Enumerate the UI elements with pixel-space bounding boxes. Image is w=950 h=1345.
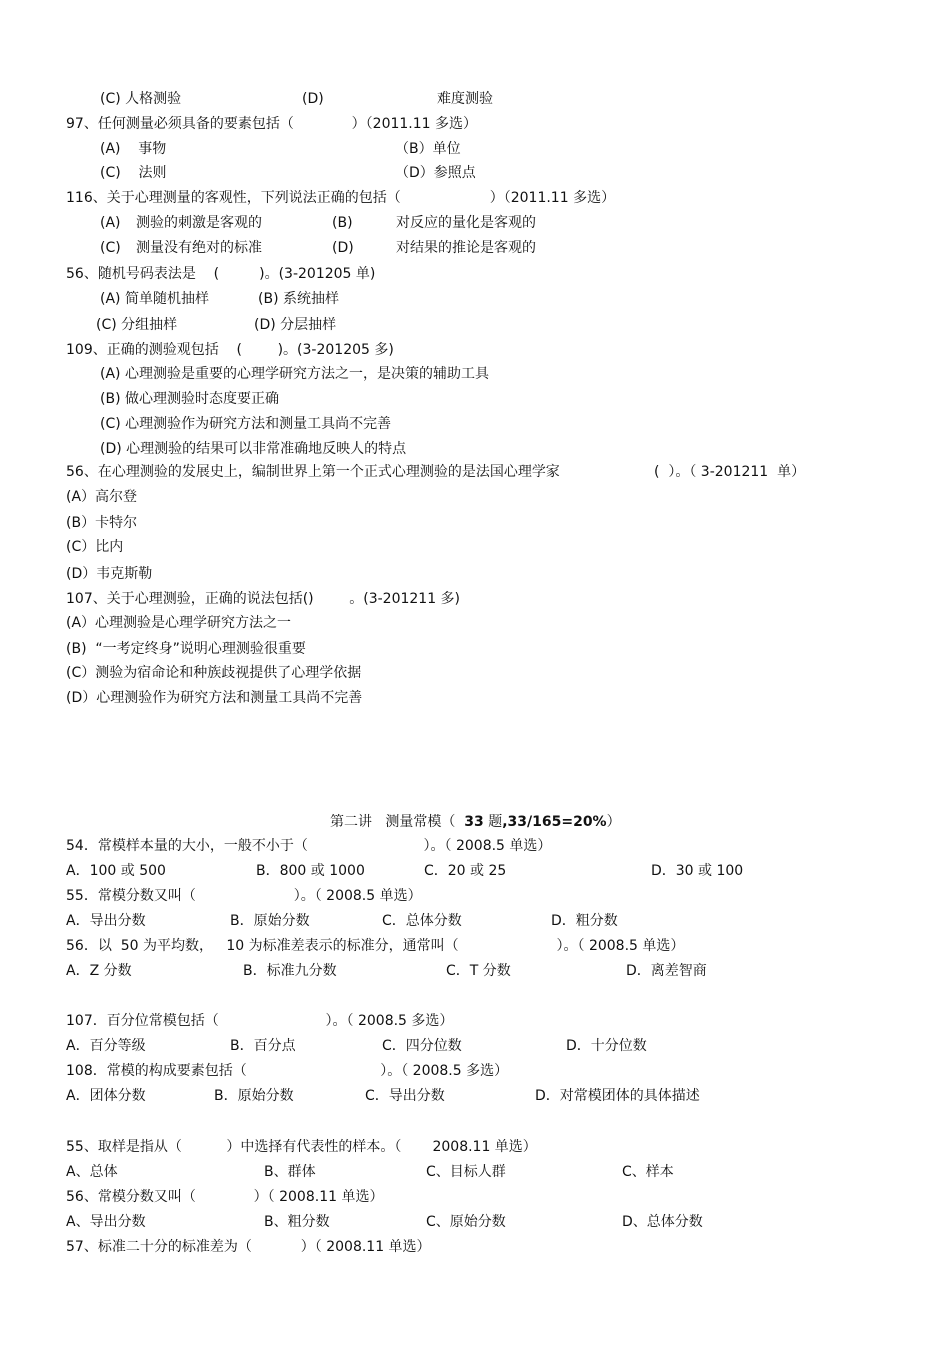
question-108-option-d: D．对常模团体的具体描述 bbox=[535, 1088, 700, 1104]
question-56a-option-a: (A) 简单随机抽样 bbox=[100, 291, 209, 307]
question-97-option-a: (A) 事物 bbox=[100, 141, 167, 157]
question-107a-stem: 107、关于心理测验，正确的说法包括() 。(3-201211 多) bbox=[66, 591, 461, 607]
question-97-option-c: (C) 法则 bbox=[100, 165, 167, 181]
question-54-option-c: C．20 或 25 bbox=[424, 863, 507, 879]
question-56b-option-a: (A）高尔登 bbox=[66, 489, 138, 505]
question-54-stem: 54．常模样本量的大小，一般不小于（ ）。（ 2008.5 单选） bbox=[66, 838, 552, 854]
section-heading-count: 33 bbox=[464, 814, 484, 830]
question-108-option-a: A．团体分数 bbox=[66, 1088, 146, 1104]
question-55b-stem: 55、取样是指从（ ）中选择有代表性的样本。（ 2008.11 单选） bbox=[66, 1139, 537, 1155]
question-56b-option-d: (D）韦克斯勒 bbox=[66, 566, 153, 582]
question-97-stem: 97、任何测量必须具备的要素包括（ ）（2011.11 多选） bbox=[66, 116, 478, 132]
question-116-stem: 116、关于心理测量的客观性，下列说法正确的包括（ ）（2011.11 多选） bbox=[66, 190, 616, 206]
question-107b-option-a: A．百分等级 bbox=[66, 1038, 146, 1054]
question-57-stem: 57、标准二十分的标准差为（ ）（ 2008.11 单选） bbox=[66, 1239, 431, 1255]
question-56c-option-c: C．T 分数 bbox=[446, 963, 511, 979]
question-109-option-a: (A) 心理测验是重要的心理学研究方法之一，是决策的辅助工具 bbox=[100, 366, 489, 382]
question-109-option-b: (B) 做心理测验时态度要正确 bbox=[100, 391, 279, 407]
question-107b-stem: 107．百分位常模包括（ ）。（ 2008.5 多选） bbox=[66, 1013, 454, 1029]
question-109-stem: 109、正确的测验观包括 ( )。(3-201205 多) bbox=[66, 342, 394, 358]
question-56c-option-d: D．离差智商 bbox=[626, 963, 707, 979]
question-56c-stem: 56．以 50 为平均数， 10 为标准差表示的标准分，通常叫（ ）。（ 2008.5 单选） bbox=[66, 938, 685, 954]
question-55a-option-b: B．原始分数 bbox=[230, 913, 310, 929]
question-116-option-a-text: 测验的刺激是客观的 bbox=[136, 215, 262, 231]
question-55b-option-c: C、目标人群 bbox=[426, 1164, 506, 1180]
question-55a-option-d: D．粗分数 bbox=[551, 913, 618, 929]
question-56a-option-b: (B) 系统抽样 bbox=[258, 291, 339, 307]
question-97-option-b: （B）单位 bbox=[395, 141, 461, 157]
section-heading-prefix: 第二讲 测量常模（ bbox=[330, 814, 465, 830]
question-56d-option-a: A、导出分数 bbox=[66, 1214, 146, 1230]
question-56b-stem-tail: ( ）。（ 3-201211 单） bbox=[654, 464, 806, 480]
question-109-option-c: (C) 心理测验作为研究方法和测量工具尚不完善 bbox=[100, 416, 392, 432]
question-56b-option-c: (C）比内 bbox=[66, 539, 124, 555]
option-d-text: 难度测验 bbox=[437, 91, 493, 107]
question-55b-option-b: B、群体 bbox=[264, 1164, 316, 1180]
question-54-option-d: D．30 或 100 bbox=[651, 863, 744, 879]
section-heading-ratio: ,33/165=20% bbox=[502, 814, 607, 830]
question-56d-option-d: D、总体分数 bbox=[622, 1214, 703, 1230]
question-56a-option-c: (C) 分组抽样 bbox=[96, 317, 178, 333]
question-107a-option-c: (C）测验为宿命论和种族歧视提供了心理学依据 bbox=[66, 665, 362, 681]
question-107b-option-d: D．十分位数 bbox=[566, 1038, 647, 1054]
question-116-option-b-text: 对反应的量化是客观的 bbox=[396, 215, 536, 231]
question-56a-stem: 56、随机号码表法是 ( )。(3-201205 单) bbox=[66, 266, 376, 282]
question-108-stem: 108．常模的构成要素包括（ ）。（ 2008.5 多选） bbox=[66, 1063, 509, 1079]
question-107a-option-a: (A）心理测验是心理学研究方法之一 bbox=[66, 615, 292, 631]
question-107a-option-d: (D）心理测验作为研究方法和测量工具尚不完善 bbox=[66, 690, 363, 706]
option-d-label: (D) bbox=[302, 91, 324, 107]
question-56d-option-c: C、原始分数 bbox=[426, 1214, 506, 1230]
section-heading-mid: 题 bbox=[483, 814, 503, 830]
question-55a-stem: 55．常模分数又叫（ ）。（ 2008.5 单选） bbox=[66, 888, 422, 904]
question-116-option-c-label: (C) bbox=[100, 240, 121, 256]
question-54-option-b: B．800 或 1000 bbox=[256, 863, 365, 879]
question-107b-option-c: C．四分位数 bbox=[382, 1038, 462, 1054]
question-56c-option-b: B．标准九分数 bbox=[243, 963, 337, 979]
question-55a-option-a: A．导出分数 bbox=[66, 913, 146, 929]
question-116-option-d-label: (D) bbox=[332, 240, 354, 256]
question-54-option-a: A．100 或 500 bbox=[66, 863, 166, 879]
question-116-option-c-text: 测量没有绝对的标准 bbox=[136, 240, 262, 256]
question-55a-option-c: C．总体分数 bbox=[382, 913, 462, 929]
question-108-option-b: B．原始分数 bbox=[214, 1088, 294, 1104]
question-56c-option-a: A．Z 分数 bbox=[66, 963, 132, 979]
option-c: (C) 人格测验 bbox=[100, 91, 182, 107]
question-55b-option-d: C、样本 bbox=[622, 1164, 674, 1180]
question-107b-option-b: B．百分点 bbox=[230, 1038, 296, 1054]
question-108-option-c: C．导出分数 bbox=[365, 1088, 445, 1104]
question-97-option-d: （D）参照点 bbox=[395, 165, 476, 181]
question-56d-option-b: B、粗分数 bbox=[264, 1214, 330, 1230]
question-116-option-d-text: 对结果的推论是客观的 bbox=[396, 240, 536, 256]
question-56b-stem: 56、在心理测验的发展史上，编制世界上第一个正式心理测验的是法国心理学家 bbox=[66, 464, 560, 480]
question-116-option-a-label: (A) bbox=[100, 215, 121, 231]
section-heading bbox=[330, 813, 621, 831]
section-heading-suffix: ） bbox=[606, 814, 621, 830]
question-107a-option-b: (B) “一考定终身”说明心理测验很重要 bbox=[66, 641, 306, 657]
question-56a-option-d: (D) 分层抽样 bbox=[254, 317, 337, 333]
question-55b-option-a: A、总体 bbox=[66, 1164, 118, 1180]
question-56b-option-b: (B）卡特尔 bbox=[66, 515, 138, 531]
question-109-option-d: (D) 心理测验的结果可以非常准确地反映人的特点 bbox=[100, 441, 407, 457]
question-56d-stem: 56、常模分数又叫（ ）（ 2008.11 单选） bbox=[66, 1189, 384, 1205]
question-116-option-b-label: (B) bbox=[332, 215, 353, 231]
